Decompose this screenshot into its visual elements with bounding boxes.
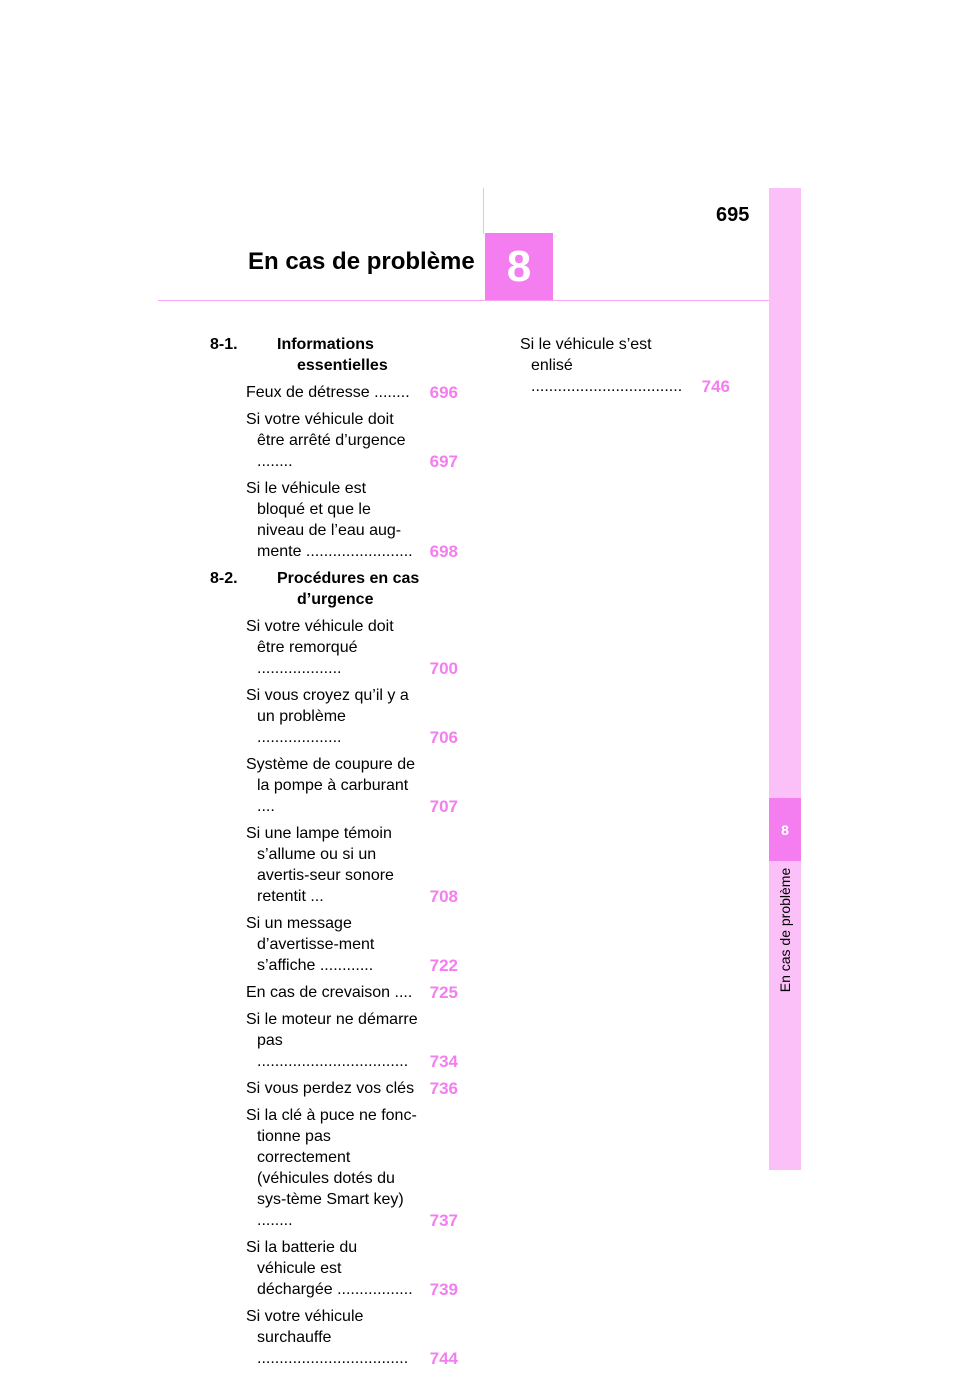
toc-entry-text: Si votre véhicule doit être remorqué ................... bbox=[246, 618, 394, 677]
side-tab-label: En cas de problème bbox=[777, 867, 793, 993]
toc-entry-text: Si vous perdez vos clés bbox=[246, 1080, 415, 1097]
toc-entry[interactable] bbox=[246, 1078, 458, 1099]
toc-entry[interactable] bbox=[246, 823, 458, 907]
toc-entry-text: Si le véhicule est bloqué et que le niveau de l’eau aug-mente ........................ bbox=[246, 480, 413, 560]
toc-entry-page[interactable]: 722 bbox=[429, 956, 458, 975]
page-number: 695 bbox=[716, 204, 750, 226]
toc-entry[interactable] bbox=[246, 913, 458, 976]
toc-entry[interactable] bbox=[246, 685, 458, 748]
toc-entry[interactable] bbox=[246, 754, 458, 817]
section-title: Procédures en cas d’urgence bbox=[277, 570, 420, 608]
toc-entry-page[interactable]: 736 bbox=[429, 1079, 458, 1098]
toc-entry[interactable] bbox=[520, 334, 730, 397]
header-rule bbox=[158, 300, 770, 301]
toc-section-heading bbox=[210, 334, 458, 376]
toc-entry-text: Si une lampe témoin s’allume ou si un avertis-seur sonore retentit ... bbox=[246, 825, 394, 905]
chapter-title: En cas de problème bbox=[248, 248, 475, 275]
toc-entry-text: Si un message d’avertisse-ment s’affiche ............ bbox=[246, 915, 375, 974]
toc-entry-page[interactable]: 739 bbox=[429, 1280, 458, 1299]
toc-entry[interactable] bbox=[246, 382, 458, 403]
toc-entry[interactable] bbox=[246, 1009, 458, 1072]
toc-entry-text: Si la clé à puce ne fonc-tionne pas correctement (véhicules dotés du sys-tème Smart key) ........ bbox=[246, 1107, 417, 1229]
toc-entry[interactable] bbox=[246, 1306, 458, 1369]
header-divider bbox=[483, 188, 484, 234]
toc-entry-page[interactable]: 737 bbox=[429, 1211, 458, 1230]
toc-entry-page[interactable]: 700 bbox=[429, 659, 458, 678]
toc-entry-text: En cas de crevaison .... bbox=[246, 984, 413, 1001]
toc-entry[interactable] bbox=[246, 478, 458, 562]
side-tab-strip bbox=[769, 188, 801, 1170]
toc-section-heading bbox=[210, 568, 458, 610]
toc-entry-text: Si le moteur ne démarre pas .................................. bbox=[246, 1011, 418, 1070]
toc-entry[interactable] bbox=[246, 616, 458, 679]
toc-entry-page[interactable]: 697 bbox=[429, 452, 458, 471]
toc-entry-page[interactable]: 698 bbox=[429, 542, 458, 561]
toc-entry-page[interactable]: 725 bbox=[429, 983, 458, 1002]
section-title: Informations essentielles bbox=[277, 336, 388, 374]
chapter-number-box: 8 bbox=[485, 233, 553, 300]
toc-entry[interactable] bbox=[246, 409, 458, 472]
toc-column-left bbox=[210, 334, 458, 1375]
toc-entry[interactable] bbox=[246, 982, 458, 1003]
toc-entry-text: Si votre véhicule surchauffe .................................. bbox=[246, 1308, 409, 1367]
toc-entry-page[interactable]: 707 bbox=[429, 797, 458, 816]
toc-entry-text: Si la batterie du véhicule est déchargée ................. bbox=[246, 1239, 413, 1298]
section-number: 8-1. bbox=[210, 336, 238, 353]
toc-entry-page[interactable]: 744 bbox=[429, 1349, 458, 1368]
toc-entry-page[interactable]: 734 bbox=[429, 1052, 458, 1071]
side-tab-number[interactable]: 8 bbox=[769, 798, 801, 861]
toc-entry-page[interactable]: 746 bbox=[701, 377, 730, 396]
toc-entry[interactable] bbox=[246, 1105, 458, 1231]
toc-entry-text: Si vous croyez qu’il y a un problème ................... bbox=[246, 687, 409, 746]
toc-entry-text: Si votre véhicule doit être arrêté d’urgence ........ bbox=[246, 411, 406, 470]
toc-entry-page[interactable]: 696 bbox=[429, 383, 458, 402]
toc-entry-page[interactable]: 708 bbox=[429, 887, 458, 906]
toc-entry-text: Système de coupure de la pompe à carburant .... bbox=[246, 756, 415, 815]
toc-column-right bbox=[484, 334, 730, 403]
toc-entry-text: Feux de détresse ........ bbox=[246, 384, 410, 401]
section-number: 8-2. bbox=[210, 570, 238, 587]
toc-entry[interactable] bbox=[246, 1237, 458, 1300]
toc-entry-page[interactable]: 706 bbox=[429, 728, 458, 747]
toc-entry-text: Si le véhicule s’est enlisé .................................. bbox=[520, 336, 683, 395]
